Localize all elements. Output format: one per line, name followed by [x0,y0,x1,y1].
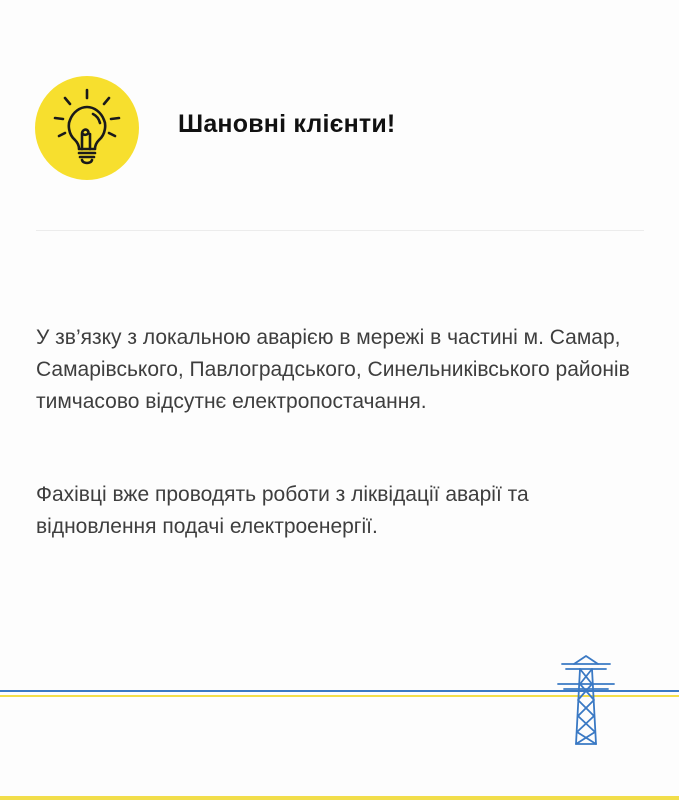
page-title: Шановні клієнти! [178,110,396,138]
power-pylon-icon [558,656,614,744]
notice-paragraph-2: Фахівці вже проводять роботи з ліквідації аварії та відновлення подачі електроенергії. [36,483,529,538]
power-line-decoration [0,640,679,800]
notice-paragraph-1: У зв’язку з локальною аварією в мережі в частині м. Самар, Самарівського, Павлоградського, Синельниківського районів тимчасово відсутнє електропостачання. [36,326,630,413]
lightbulb-icon [35,76,139,180]
divider [36,230,644,231]
